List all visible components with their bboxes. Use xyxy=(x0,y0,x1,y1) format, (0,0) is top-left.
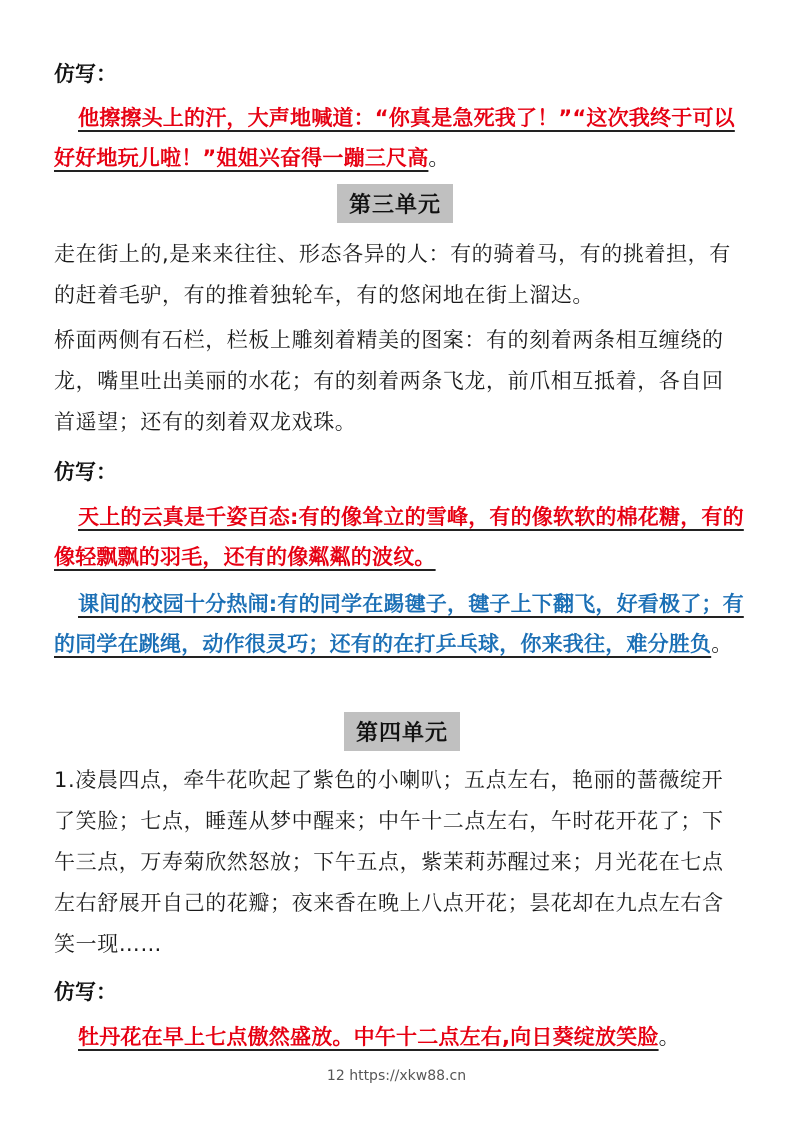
imitation-sentence-1 xyxy=(54,98,744,178)
unit-4-title: 第四单元 xyxy=(344,712,460,751)
imitation-sentence-3 xyxy=(54,1017,764,1057)
imitation-label: 仿写： xyxy=(54,62,117,86)
period: 。 xyxy=(658,1025,680,1049)
imitation-sentence-2-red xyxy=(54,497,744,577)
page-number: 12 xyxy=(326,1068,345,1084)
imitation-text: 他擦擦头上的汗，大声地喊道：“你真是急死我了！”“这次我终于可以好好地玩儿啦！”姐姐兴奋得一蹦三尺高 xyxy=(54,106,735,170)
period: 。 xyxy=(711,632,733,656)
imitation-text: 课间的校园十分热闹:有的同学在踢毽子，毽子上下翻飞，好看极了；有的同学在跳绳，动作很灵巧；还有的在打乒乓球，你来我往，难分胜负 xyxy=(54,592,744,656)
imitation-label: 仿写： xyxy=(54,980,117,1004)
footer-site-link[interactable]: https://xkw88.cn xyxy=(349,1068,467,1084)
unit-3-title: 第三单元 xyxy=(337,184,453,223)
imitation-text: 牡丹花在早上七点傲然盛放。中午十二点左右,向日葵绽放笑脸 xyxy=(78,1025,659,1049)
imitation-text: 天上的云真是千姿百态:有的像耸立的雪峰，有的像软软的棉花糖，有的像轻飘飘的羽毛，还有的像粼粼的波纹。 xyxy=(54,505,744,569)
page-footer xyxy=(0,1068,793,1084)
unit-3-paragraph-2: 桥面两侧有石栏，栏板上雕刻着精美的图案：有的刻着两条相互缠绕的龙，嘴里吐出美丽的水花；有的刻着两条飞龙，前爪相互抵着，各自回首遥望；还有的刻着双龙戏珠。 xyxy=(54,328,724,434)
imitation-label: 仿写： xyxy=(54,460,117,484)
imitation-sentence-2-blue xyxy=(54,584,744,664)
period: 。 xyxy=(428,146,450,170)
unit-4-paragraph-1: 1.凌晨四点，牵牛花吹起了紫色的小喇叭；五点左右，艳丽的蔷薇绽开了笑脸；七点，睡莲从梦中醒来；中午十二点左右，午时花开花了；下午三点，万寿菊欣然怒放；下午五点，紫茉莉苏醒过来；月光花在七点左右舒展开自己的花瓣；夜来香在晚上八点开花；昙花却在九点左右含笑一现…… xyxy=(54,768,724,956)
unit-3-paragraph-1: 走在街上的,是来来往往、形态各异的人：有的骑着马，有的挑着担，有的赶着毛驴，有的推着独轮车，有的悠闲地在街上溜达。 xyxy=(54,242,731,307)
